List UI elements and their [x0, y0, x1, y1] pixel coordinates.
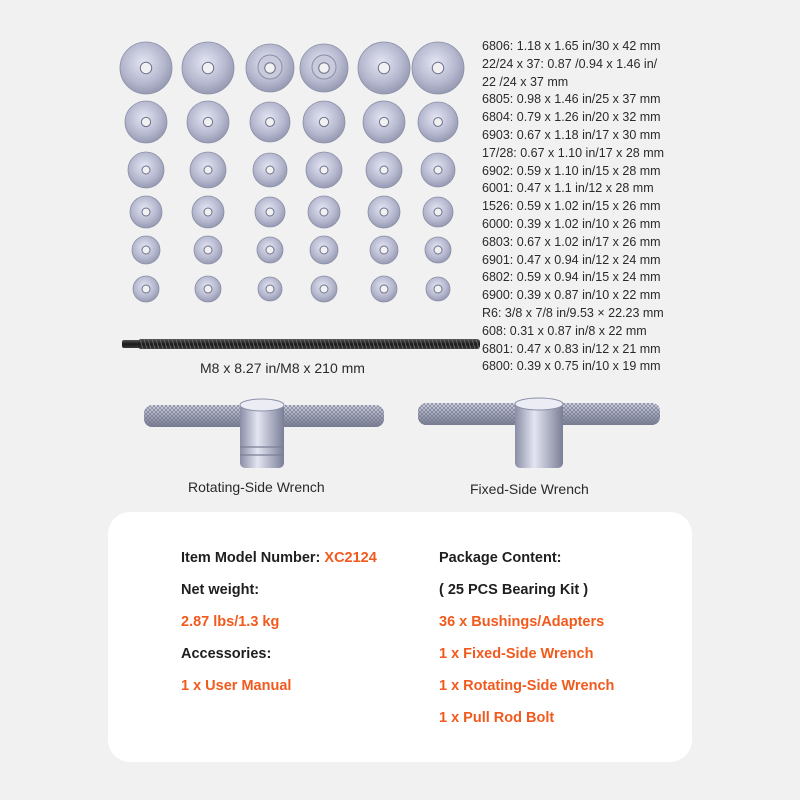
spec-line: 6801: 0.47 x 0.83 in/12 x 21 mm	[482, 341, 661, 356]
bushing-disc	[300, 44, 348, 92]
bushing-disc	[358, 42, 410, 94]
fixed-wrench-caption: Fixed-Side Wrench	[470, 481, 589, 497]
bushing-disc	[421, 153, 455, 187]
product-details-column	[181, 542, 377, 702]
product-info-panel	[108, 512, 692, 762]
bushing-disc	[255, 197, 285, 227]
fixed-side-wrench	[418, 398, 660, 468]
bushing-disc	[133, 276, 159, 302]
spec-line: 6800: 0.39 x 0.75 in/10 x 19 mm	[482, 359, 661, 374]
rotating-side-wrench	[144, 399, 384, 468]
bushing-disc	[192, 196, 224, 228]
pull-rod-bolt	[122, 339, 480, 349]
spec-line: 6000: 0.39 x 1.02 in/10 x 26 mm	[482, 216, 661, 231]
spec-line: 6001: 0.47 x 1.1 in/12 x 28 mm	[482, 181, 654, 196]
package-content-column	[439, 542, 614, 734]
spec-line: 6803: 0.67 x 1.02 in/17 x 26 mm	[482, 234, 661, 249]
bushing-disc	[132, 236, 160, 264]
bushing-disc	[253, 153, 287, 187]
spec-line: 6901: 0.47 x 0.94 in/12 x 24 mm	[482, 252, 661, 267]
spec-line: 6900: 0.39 x 0.87 in/10 x 22 mm	[482, 288, 661, 303]
package-item: 1 x Rotating-Side Wrench	[439, 678, 615, 694]
net-weight-value: 2.87 lbs/1.3 kg	[181, 614, 280, 630]
model-number-row	[181, 542, 377, 574]
rod-caption: M8 x 8.27 in/M8 x 210 mm	[200, 360, 365, 376]
spec-line: 22 /24 x 37 mm	[482, 74, 569, 89]
spec-line: 17/28: 0.67 x 1.10 in/17 x 28 mm	[482, 145, 665, 160]
net-weight-label: Net weight:	[181, 582, 260, 598]
bushing-disc	[190, 152, 226, 188]
model-number-value: XC2124	[324, 550, 377, 566]
spec-line: R6: 3/8 x 7/8 in/9.53 × 22.23 mm	[482, 305, 664, 320]
bushing-disc	[306, 152, 342, 188]
package-item: 36 x Bushings/Adapters	[439, 614, 605, 630]
bushing-disc	[182, 42, 234, 94]
bushing-disc	[363, 101, 405, 143]
bushing-disc	[303, 101, 345, 143]
bushing-disc	[366, 152, 402, 188]
bushing-disc	[310, 236, 338, 264]
spec-line: 6802: 0.59 x 0.94 in/15 x 24 mm	[482, 270, 661, 285]
bushing-disc	[125, 101, 167, 143]
spec-line: 22/24 x 37: 0.87 /0.94 x 1.46 in/	[482, 56, 658, 71]
bushing-disc	[371, 276, 397, 302]
bushing-disc	[370, 236, 398, 264]
spec-line: 6804: 0.79 x 1.26 in/20 x 32 mm	[482, 110, 661, 125]
bushing-disc	[187, 101, 229, 143]
spec-line: 6806: 1.18 x 1.65 in/30 x 42 mm	[482, 39, 661, 53]
spec-line: 6902: 0.59 x 1.10 in/15 x 28 mm	[482, 163, 661, 178]
spec-line: 6903: 0.67 x 1.18 in/17 x 30 mm	[482, 127, 661, 142]
rotating-wrench-caption: Rotating-Side Wrench	[188, 479, 325, 495]
package-item: 1 x Fixed-Side Wrench	[439, 646, 594, 662]
bushing-disc	[412, 42, 464, 94]
spec-line: 6805: 0.98 x 1.46 in/25 x 37 mm	[482, 92, 661, 107]
spec-line: 608: 0.31 x 0.87 in/8 x 22 mm	[482, 323, 647, 338]
bearing-kit-count: ( 25 PCS Bearing Kit )	[439, 582, 589, 598]
accessories-value: 1 x User Manual	[181, 678, 292, 694]
spec-line: 1526: 0.59 x 1.02 in/15 x 26 mm	[482, 199, 661, 214]
bushing-disc	[418, 102, 458, 142]
package-item: 1 x Pull Rod Bolt	[439, 710, 555, 726]
bushing-disc	[250, 102, 290, 142]
bushing-disc	[246, 44, 294, 92]
bushing-disc	[195, 276, 221, 302]
bushing-size-list	[482, 38, 782, 376]
bushing-disc	[257, 237, 283, 263]
bushing-disc	[308, 196, 340, 228]
bushing-adapters	[120, 42, 464, 302]
bushing-disc	[128, 152, 164, 188]
accessories-label: Accessories:	[181, 646, 272, 662]
bushing-disc	[425, 237, 451, 263]
model-number-label: Item Model Number:	[181, 550, 325, 566]
bushing-disc	[258, 277, 282, 301]
bushing-disc	[120, 42, 172, 94]
bushing-disc	[194, 236, 222, 264]
bushing-disc	[423, 197, 453, 227]
bushing-disc	[311, 276, 337, 302]
bushing-disc	[130, 196, 162, 228]
bushing-disc	[368, 196, 400, 228]
package-content-label: Package Content:	[439, 550, 562, 566]
bushing-disc	[426, 277, 450, 301]
